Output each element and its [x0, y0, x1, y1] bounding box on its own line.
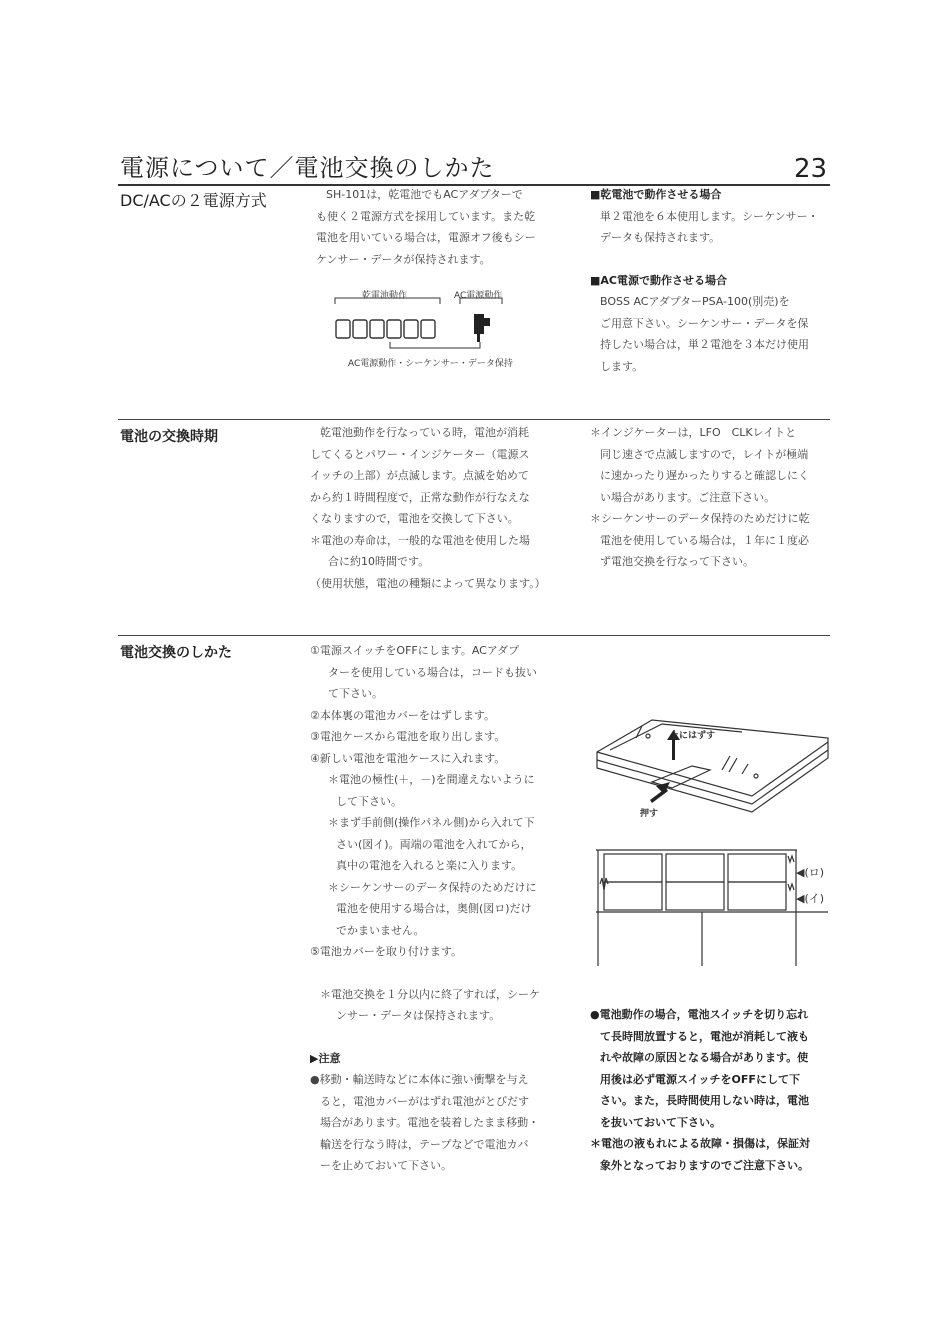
battery-case-figure: [592, 848, 837, 968]
warning-line: 象外となっておりますのでご注意下さい。: [600, 1158, 809, 1172]
note-line: （使用状態，電池の種類によって異なります。）: [310, 576, 546, 590]
body-line: SH-101は，乾電池でもACアダプターで: [326, 188, 523, 201]
section1-right: [590, 184, 830, 377]
figure-label-battery: 乾電池動作: [362, 291, 408, 301]
figure-label-bottom: AC電源動作・シーケンサー・データ保持: [348, 359, 513, 369]
note-line: 同じ速さで点滅しますので，レイトが極端: [600, 447, 809, 461]
caution-line: ーを止めておいて下さい。: [320, 1159, 452, 1172]
warning-line: ＊電池の液もれによる故障・損傷は，保証対: [590, 1137, 810, 1150]
subheading-battery: ■乾電池で動作させる場合: [590, 188, 722, 201]
warning-line: ●電池動作の場合，電池スイッチを切り忘れ: [590, 1008, 809, 1021]
body-line: BOSS ACアダプターPSA-100(別売)を: [600, 295, 790, 308]
tip-line: ＊電池交換を１分以内に終了すれば，シーケ: [320, 987, 540, 1001]
body-line: 単２電池を６本使用します。シーケンサー・: [600, 209, 819, 223]
step-line: て下さい。: [328, 687, 383, 700]
sub-note: 電池を使用する場合は，奥側(図ロ)だけ: [336, 902, 532, 915]
caution-line: 輸送を行なう時は，テープなどで電池カバ: [320, 1137, 529, 1151]
figure-label-push: 押す: [640, 809, 659, 819]
section1-body: [316, 184, 566, 270]
caution-line: ●移動・輸送時などに本体に強い衝撃を与え: [310, 1073, 529, 1086]
warning-line: を抜いておいて下さい。: [600, 1115, 721, 1129]
body-line: データも保持されます。: [600, 231, 721, 244]
body-line: 乾電池動作を行なっている時，電池が消耗: [320, 426, 529, 439]
note-line: ＊電池の寿命は，一般的な電池を使用した場: [310, 533, 530, 547]
note-line: ＊シーケンサーのデータ保持のためだけに乾: [590, 512, 810, 525]
section3-right-notes: [590, 1004, 835, 1176]
body-line: ご用意下さい。シーケンサー・データを保: [600, 316, 809, 330]
ac-adapter-icon: [474, 314, 490, 342]
tip-line: ンサー・データは保持されます。: [336, 1009, 501, 1022]
note-line: い場合があります。ご注意下さい。: [600, 490, 776, 504]
section3-body: [310, 640, 572, 1177]
section-divider: [118, 419, 830, 420]
sub-note: でかまいません。: [336, 923, 425, 937]
step-line: ③電池ケースから電池を取り出します。: [310, 730, 506, 743]
section-heading-how-to-replace: 電池交換のしかた: [120, 645, 232, 661]
body-line: ケンサー・データが保持されます。: [316, 252, 491, 266]
body-line: から約１時間程度で，正常な動作が行なえな: [310, 490, 530, 504]
page-title: 電源について／電池交換のしかた: [120, 154, 495, 182]
step-line: ④新しい電池を電池ケースに入れます。: [310, 751, 506, 765]
body-line: してくるとパワー・インジケーター（電源ス: [310, 447, 530, 461]
warning-line: さい。また，長時間使用しない時は，電池: [600, 1094, 809, 1107]
section-heading-power-modes: DC/ACの２電源方式: [120, 191, 267, 210]
page-number: 23: [794, 154, 828, 184]
figure-label-i: ◀(イ): [796, 892, 825, 905]
body-line: も使く２電源方式を採用しています。また乾: [316, 209, 536, 223]
section-heading-battery-replacement-timing: 電池の交換時期: [120, 429, 218, 445]
step-line: ターを使用している場合は，コードも抜い: [328, 665, 537, 679]
step-line: ①電源スイッチをOFFにします。ACアダプ: [310, 644, 520, 657]
body-line: 持したい場合は，単２電池を３本だけ使用: [600, 338, 809, 351]
figure-label-remove: 上にはずす: [670, 731, 716, 741]
note-line: 合に約10時間です。: [328, 555, 430, 568]
battery-cover-figure: [592, 712, 832, 822]
subheading-ac: ■AC電源で動作させる場合: [590, 273, 727, 287]
note-line: ず電池交換を行なって下さい。: [600, 555, 754, 568]
warning-line: て長時間放置すると，電池が消耗して液も: [600, 1029, 809, 1043]
note-line: に速かったり遅かったりすると確認しにく: [600, 469, 809, 482]
arrow-push-icon: [650, 782, 670, 803]
section2-body: [310, 422, 572, 594]
caution-heading: ▶注意: [310, 1051, 341, 1065]
sub-note: さい(図イ)。両端の電池を入れてから，: [336, 837, 532, 851]
sub-note: ＊まず手前側(操作パネル側)から入れて下: [328, 816, 535, 829]
warning-line: 用後は必ず電源スイッチをOFFにして下: [600, 1072, 800, 1086]
section-divider: [118, 635, 830, 636]
note-line: 電池を使用している場合は，１年に１度必: [600, 533, 809, 547]
warning-line: れや故障の原因となる場合があります。使: [600, 1051, 809, 1064]
battery-icons: [336, 320, 435, 338]
caution-line: ると，電池カバーがはずれ電池がとびだす: [320, 1094, 529, 1108]
body-line: 電池を用いている場合は，電源オフ後もシー: [316, 231, 536, 244]
note-line: ＊インジケーターは，LFO CLKレイトと: [590, 426, 797, 439]
sub-note: 真中の電池を入れると楽に入ります。: [336, 859, 523, 872]
caution-line: 場合があります。電池を装着したまま移動・: [320, 1116, 540, 1129]
figure-label-ro: ◀(ロ): [796, 866, 825, 879]
body-line: します。: [600, 359, 644, 373]
sub-note: ＊電池の極性(＋，－)を間違えないように: [328, 773, 535, 786]
body-line: くなりますので，電池を交換して下さい。: [310, 512, 519, 525]
sub-note: ＊シーケンサーのデータ保持のためだけに: [328, 880, 537, 894]
section2-right: [590, 422, 835, 573]
step-line: ⑤電池カバーを取り付けます。: [310, 945, 462, 958]
figure-label-ac: AC電源動作: [454, 291, 503, 301]
sub-note: して下さい。: [336, 794, 402, 808]
power-mode-figure: [330, 286, 540, 372]
step-line: ②本体裏の電池カバーをはずします。: [310, 708, 495, 722]
body-line: イッチの上部）が点滅します。点滅を始めて: [310, 469, 529, 482]
